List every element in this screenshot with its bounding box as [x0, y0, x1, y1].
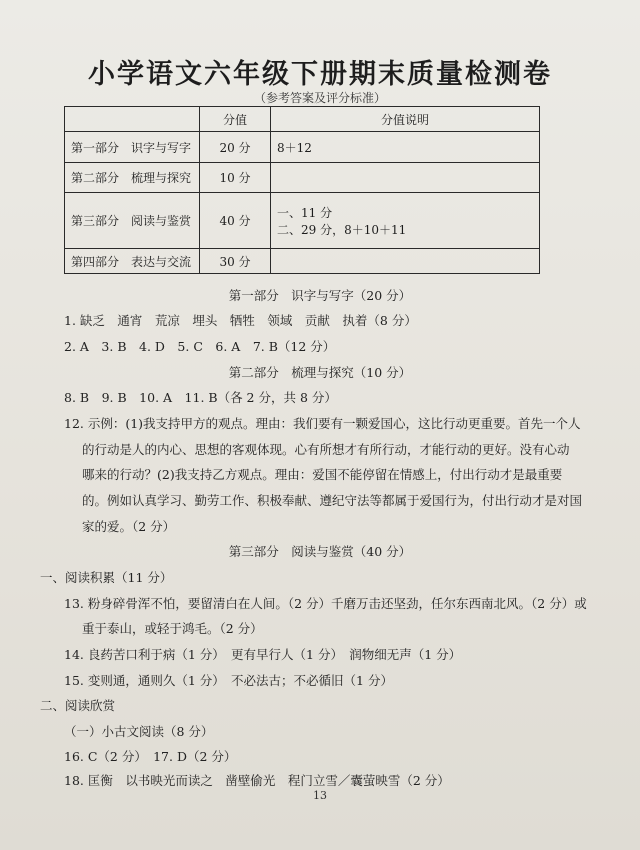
subsection-heading: 一、阅读积累（11 分） — [40, 570, 173, 585]
row-note — [271, 193, 540, 249]
subsection-heading: （一）小古文阅读（8 分） — [64, 724, 214, 739]
row-score: 30 分 — [200, 249, 271, 274]
answer-line: 的。例如认真学习、勤劳工作、积极奉献、遵纪守法等都属于爱国行为，付出行动才是对国 — [82, 493, 583, 508]
answer-line: 重于泰山，或轻于鸿毛。（2 分） — [82, 621, 263, 636]
page-subtitle: （参考答案及评分标准） — [253, 91, 386, 105]
answer-line: 的行动是人的内心、思想的客观体现。心有所想才有所行动，才能行动的更好。没有心动 — [82, 442, 570, 457]
row-score: 20 分 — [200, 132, 271, 163]
row-note — [271, 163, 540, 193]
row-part: 第二部分 梳理与探究 — [65, 163, 200, 193]
row-score: 10 分 — [200, 163, 271, 193]
row-part: 第四部分 表达与交流 — [65, 249, 200, 274]
answer-line: 2. A 3. B 4. D 5. C 6. A 7. B（12 分） — [64, 339, 336, 354]
header-score: 分值 — [200, 107, 271, 132]
answer-line: 14. 良药苦口利于病（1 分） 更有早行人（1 分） 润物细无声（1 分） — [64, 647, 462, 662]
answer-line: 哪来的行动？(2)我支持乙方观点。理由：爱国不能停留在情感上，付出行动才是最重要 — [82, 467, 563, 482]
score-table — [64, 106, 540, 274]
page-number: 13 — [313, 789, 327, 802]
row-part: 第一部分 识字与写字 — [65, 132, 200, 163]
answer-line: 18. 匡衡 以书映光而读之 凿壁偷光 程门立雪／囊萤映雪（2 分） — [64, 773, 450, 788]
row-note: 8＋12 — [271, 132, 540, 163]
header-note: 分值说明 — [271, 107, 540, 132]
answer-line: 家的爱。（2 分） — [82, 519, 176, 534]
header-part — [65, 107, 200, 132]
row-part: 第三部分 阅读与鉴赏 — [65, 193, 200, 249]
answer-line: 8. B 9. B 10. A 11. B（各 2 分，共 8 分） — [64, 390, 337, 405]
table-row — [65, 249, 540, 274]
subsection-heading: 二、阅读欣赏 — [40, 698, 116, 713]
answer-line: 1. 缺乏 通宵 荒凉 埋头 牺牲 领域 贡献 执着（8 分） — [64, 313, 417, 328]
row-note-line: 一、11 分 — [277, 205, 333, 220]
table-row — [65, 163, 540, 193]
answer-line: 15. 变则通，通则久（1 分） 不必法古；不必循旧（1 分） — [64, 673, 393, 688]
section-heading: 第二部分 梳理与探究（10 分） — [228, 365, 412, 380]
page-title: 小学语文六年级下册期末质量检测卷 — [88, 59, 552, 90]
section-heading: 第一部分 识字与写字（20 分） — [228, 288, 412, 303]
answer-line: 12. 示例：(1)我支持甲方的观点。理由：我们要有一颗爱国心，这比行动更重要。首先一个人 — [64, 416, 581, 431]
table-row — [65, 132, 540, 163]
row-note — [271, 249, 540, 274]
row-score: 40 分 — [200, 193, 271, 249]
table-row — [65, 193, 540, 249]
section-heading: 第三部分 阅读与鉴赏（40 分） — [228, 544, 412, 559]
answer-line: 16. C（2 分） 17. D（2 分） — [64, 749, 237, 764]
answer-line: 13. 粉身碎骨浑不怕，要留清白在人间。（2 分）千磨万击还坚劲，任尔东西南北风。（2 分）或 — [64, 596, 587, 611]
row-note-line: 二、29 分，8＋10＋11 — [277, 222, 407, 237]
score-table-header — [65, 107, 540, 132]
